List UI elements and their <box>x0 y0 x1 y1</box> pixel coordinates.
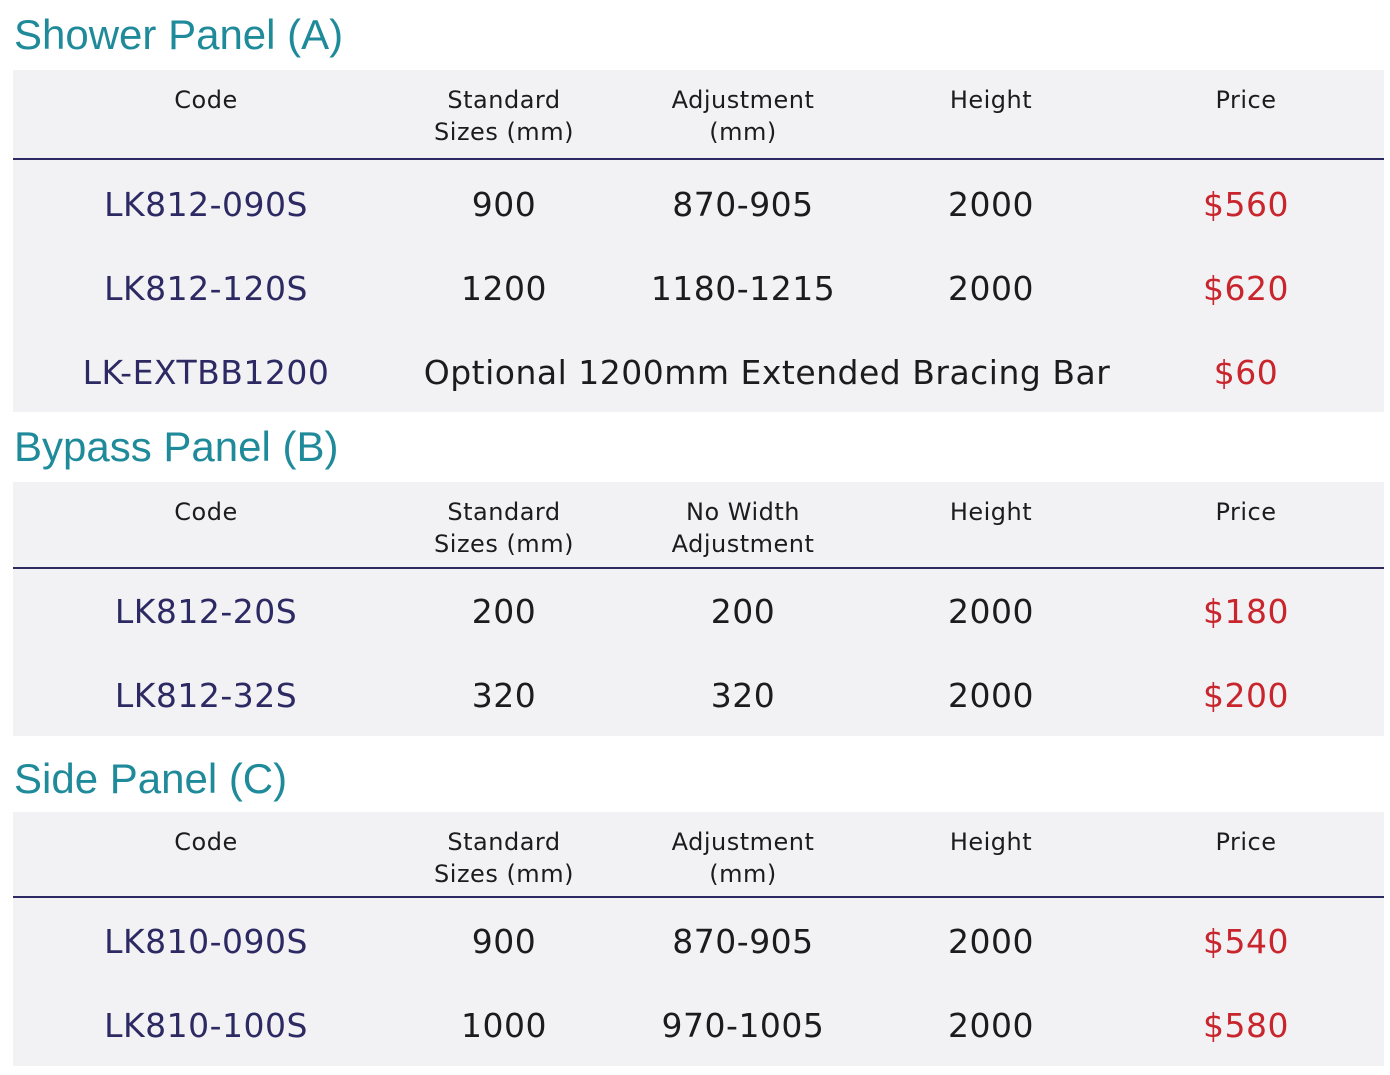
header-standard-sizes: Standard Sizes (mm) <box>434 828 574 888</box>
adjustment-range: 1180-1215 <box>650 269 836 308</box>
product-code: LK812-090S <box>104 185 308 224</box>
adjustment-value: 320 <box>710 676 776 715</box>
side-panel-table <box>13 812 1384 1066</box>
height-value: 2000 <box>948 676 1034 715</box>
height-value: 2000 <box>948 592 1034 631</box>
adjustment-range: 870-905 <box>672 922 814 961</box>
table-header-row <box>13 482 1384 569</box>
table-header-row <box>13 812 1384 898</box>
section-title-side-panel: Side Panel (C) <box>14 755 288 802</box>
header-code: Code <box>174 828 238 856</box>
product-code: LK812-120S <box>104 269 308 308</box>
height-value: 2000 <box>948 269 1034 308</box>
table-row <box>13 247 1384 331</box>
height-value: 2000 <box>948 1006 1034 1045</box>
adjustment-value: 200 <box>710 592 776 631</box>
bypass-panel-table <box>13 482 1384 736</box>
price: $620 <box>1203 269 1289 308</box>
table-row <box>13 984 1384 1068</box>
standard-size: 1200 <box>461 269 547 308</box>
header-standard-sizes: Standard Sizes (mm) <box>434 498 574 558</box>
header-adjustment: Adjustment (mm) <box>671 828 815 888</box>
price: $200 <box>1203 676 1289 715</box>
standard-size: 1000 <box>461 1006 547 1045</box>
header-code: Code <box>174 498 238 526</box>
product-code: LK810-090S <box>104 922 308 961</box>
adjustment-range: 970-1005 <box>661 1006 825 1045</box>
price: $580 <box>1203 1006 1289 1045</box>
product-code: LK-EXTBB1200 <box>82 353 330 392</box>
standard-size: 900 <box>471 185 537 224</box>
header-height: Height <box>949 86 1033 114</box>
table-row <box>13 900 1384 984</box>
header-height: Height <box>949 498 1033 526</box>
standard-size: 200 <box>471 592 537 631</box>
header-price: Price <box>1215 498 1277 526</box>
price: $60 <box>1213 353 1279 392</box>
table-header-row <box>13 70 1384 160</box>
header-standard-sizes: Standard Sizes (mm) <box>434 86 574 146</box>
product-code: LK812-32S <box>114 676 298 715</box>
header-price: Price <box>1215 828 1277 856</box>
price: $540 <box>1203 922 1289 961</box>
adjustment-range: 870-905 <box>672 185 814 224</box>
table-row <box>13 654 1384 738</box>
header-adjustment: Adjustment (mm) <box>671 86 815 146</box>
product-code: LK810-100S <box>104 1006 308 1045</box>
product-code: LK812-20S <box>114 592 298 631</box>
standard-size: 320 <box>471 676 537 715</box>
header-price: Price <box>1215 86 1277 114</box>
price: $180 <box>1203 592 1289 631</box>
height-value: 2000 <box>948 922 1034 961</box>
section-title-shower-panel: Shower Panel (A) <box>14 11 344 58</box>
table-row <box>13 331 1384 415</box>
height-value: 2000 <box>948 185 1034 224</box>
table-row <box>13 163 1384 247</box>
optional-accessory-description: Optional 1200mm Extended Bracing Bar <box>423 353 1111 392</box>
header-height: Height <box>949 828 1033 856</box>
shower-panel-table <box>13 70 1384 412</box>
price: $560 <box>1203 185 1289 224</box>
table-row <box>13 570 1384 654</box>
standard-size: 900 <box>471 922 537 961</box>
header-code: Code <box>174 86 238 114</box>
section-title-bypass-panel: Bypass Panel (B) <box>14 423 339 470</box>
header-no-width-adjustment: No Width Adjustment <box>671 498 815 558</box>
